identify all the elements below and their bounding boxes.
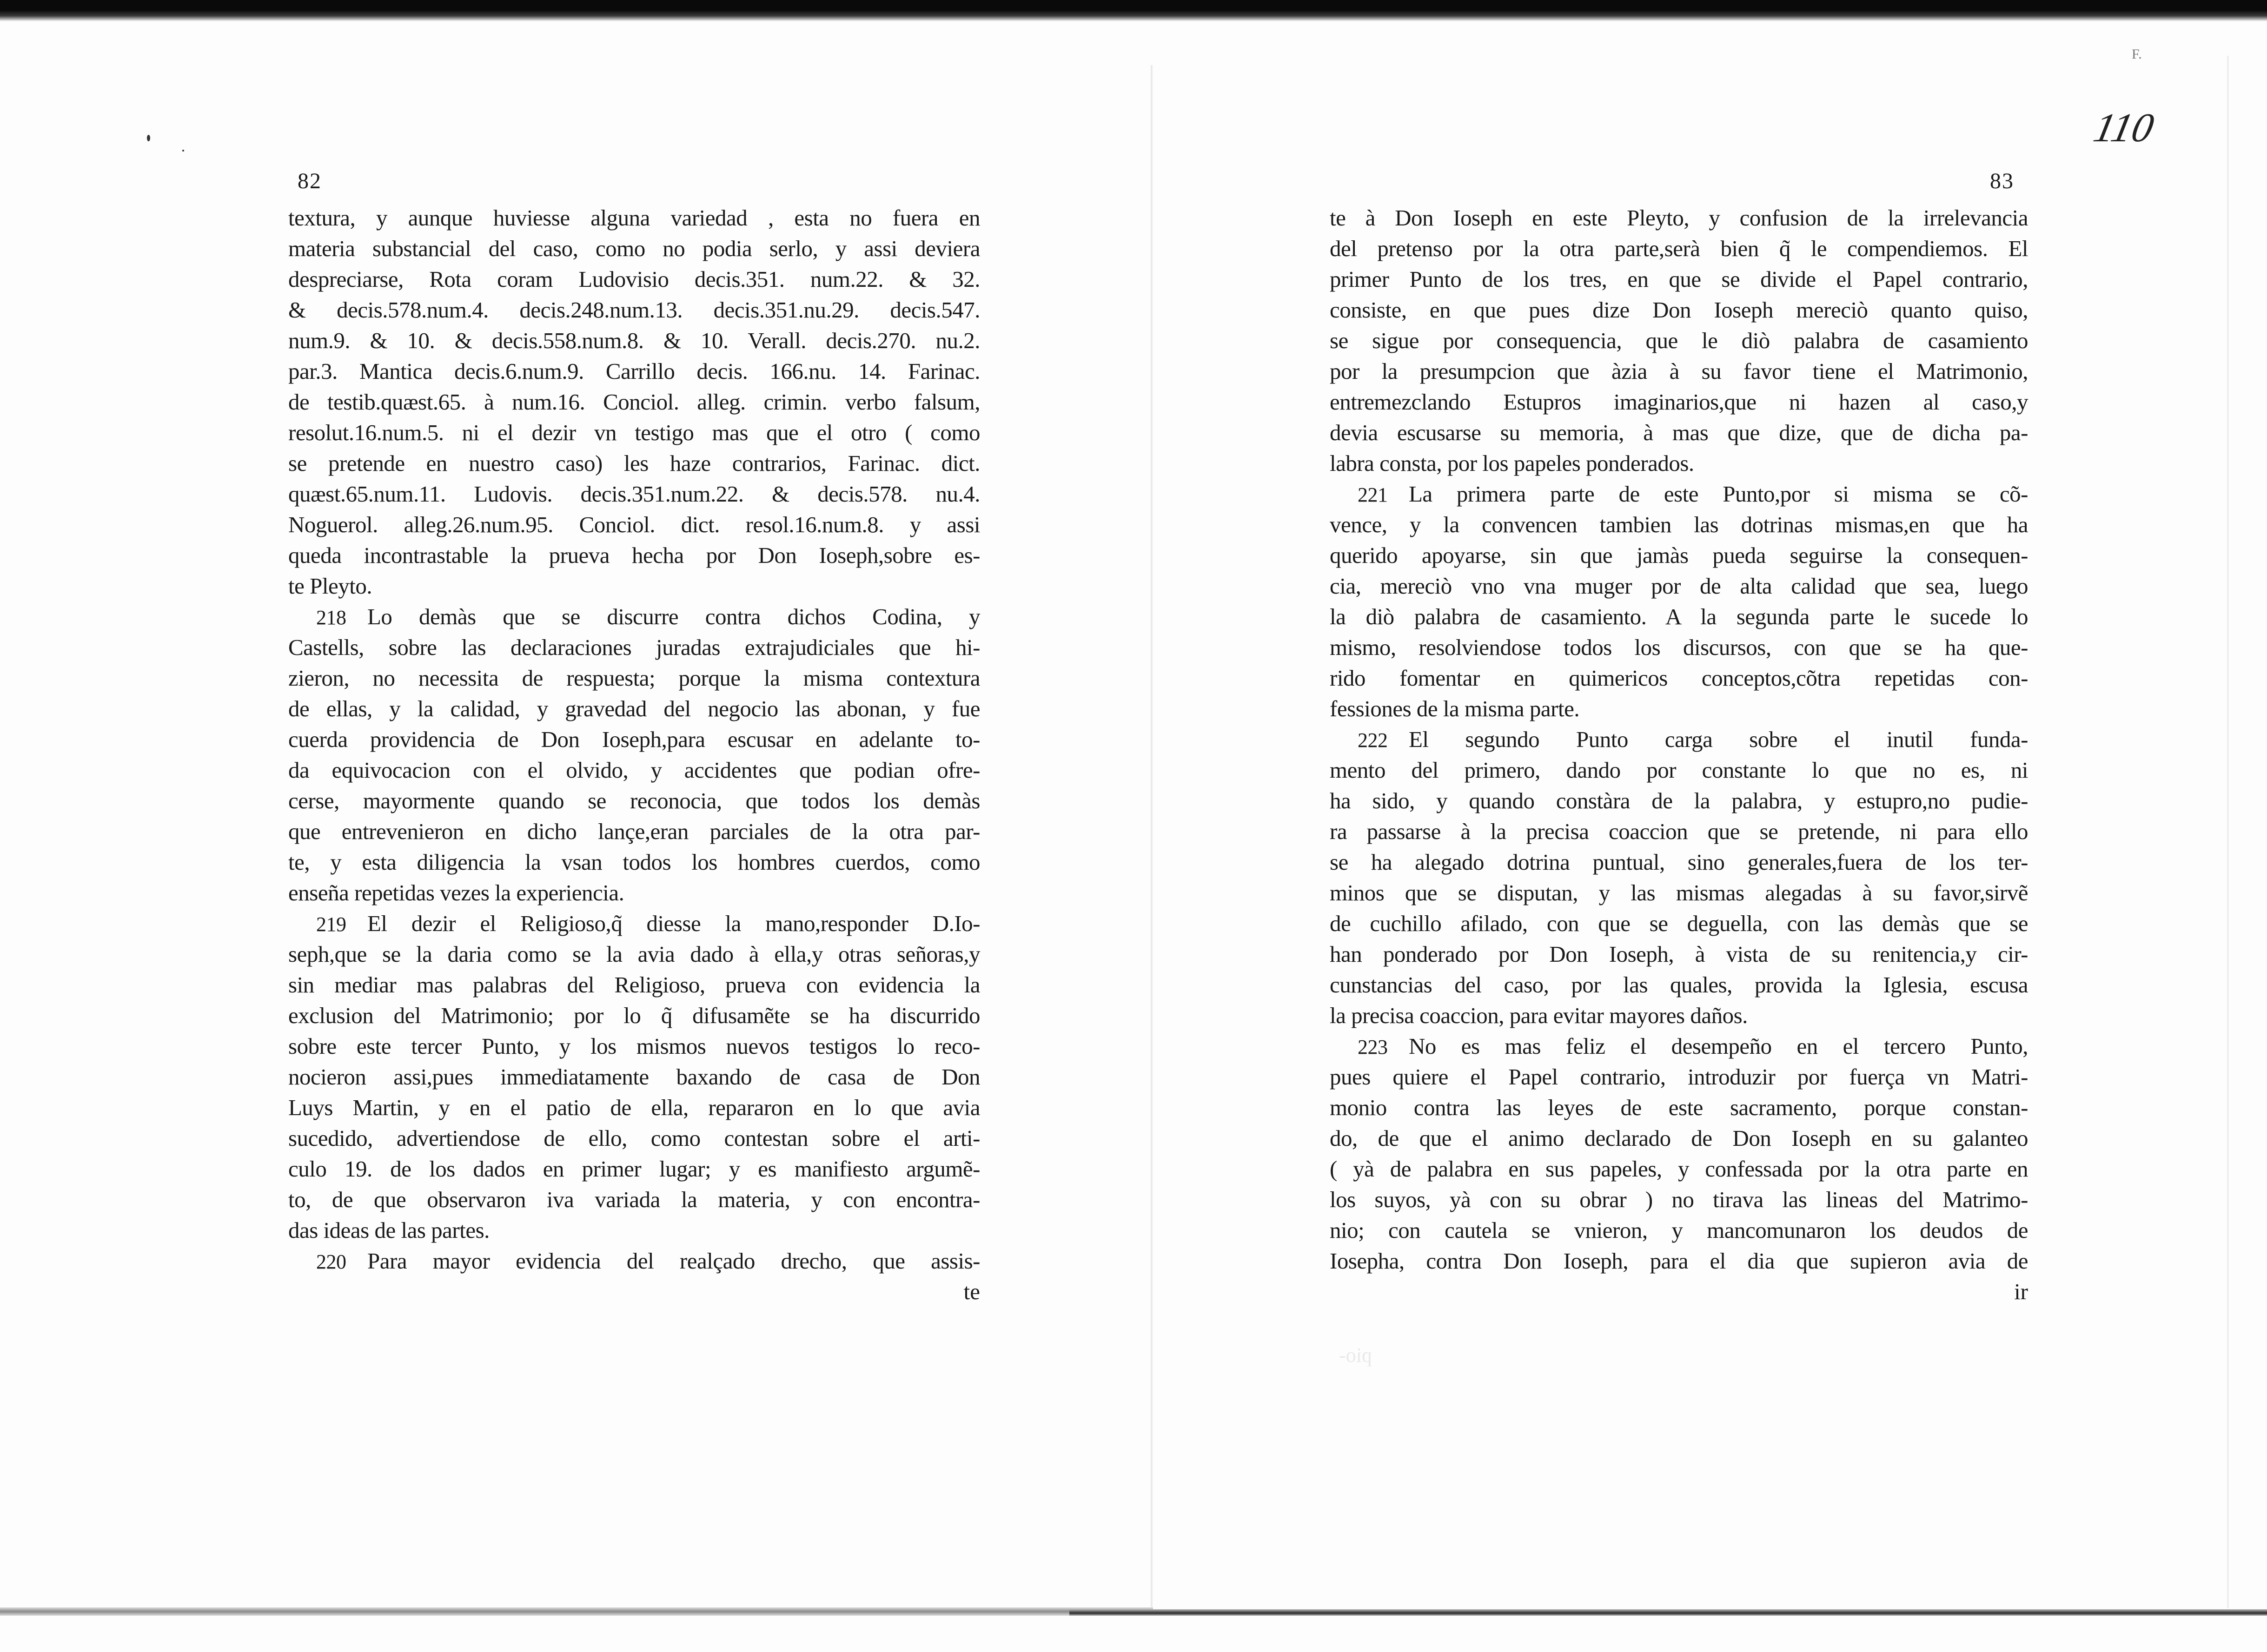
text-line: La primera parte de este Punto,por si misma se cõ- [1409,481,2028,507]
text-line: la diò palabra de casamiento. A la segunda parte le sucede lo [1330,604,2028,629]
text-line: minos que se disputan, y las mismas alegadas à su favor,sirvẽ [1330,880,2028,905]
paragraph-219-first-line [288,908,980,939]
archive-mark: F. [2132,46,2142,62]
text-line: resolut.16.num.5. ni el dezir vn testigo mas que el otro ( como [288,420,980,445]
paragraph-220-first-line [288,1246,980,1276]
text-line: El dezir el Religioso,q̃ diesse la mano,responder D.Io- [367,911,980,936]
text-line: & decis.578.num.4. decis.248.num.13. decis.351.nu.29. decis.547. [288,297,980,323]
text-line: pues quiere el Papel contrario, introduzir por fuerça vn Matri- [1330,1064,2028,1090]
text-line: Noguerol. alleg.26.num.95. Conciol. dict. resol.16.num.8. y assi [288,512,980,537]
text-line: No es mas feliz el desempeño en el tercero Punto, [1409,1033,2028,1059]
text-line: queda incontrastable la prueva hecha por Don Ioseph,sobre es- [288,542,980,568]
text-line: seph,que se la daria como se la avia dado à ella,y otras señoras,y [288,941,980,967]
text-line: mismo, resolviendose todos los discursos, con que se ha que- [1330,634,2028,660]
text-line: fessiones de la misma parte. [1330,696,1580,721]
text-line: se pretende en nuestro caso) les haze contrarios, Farinac. dict. [288,450,980,476]
right-page-text [1330,203,2028,1307]
text-line: del pretenso por la otra parte,serà bien q̃ le compendiemos. El [1330,236,2028,261]
text-line: ha sido, y quando constàra de la palabra, y estupro,no pudie- [1330,788,2028,813]
text-line: ( yà de palabra en sus papeles, y confessada por la otra parte en [1330,1156,2028,1182]
text-line: te, y esta diligencia la vsan todos los hombres cuerdos, como [288,849,980,875]
text-line: de testib.quæst.65. à num.16. Conciol. alleg. crimin. verbo falsum, [288,389,980,415]
text-line: nio; con cautela se vnieron, y mancomunaron los deudos de [1330,1217,2028,1243]
text-line: textura, y aunque huviesse alguna variedad , esta no fuera en [288,205,980,231]
text-line: num.9. & 10. & decis.558.num.8. & 10. Verall. decis.270. nu.2. [288,328,980,353]
text-line: querido apoyarse, sin que jamàs pueda seguirse la consequen- [1330,542,2028,568]
text-line: cia, mereciò vno vna muger por de alta calidad que sea, luego [1330,573,2028,599]
text-line: despreciarse, Rota coram Ludovisio decis.351. num.22. & 32. [288,266,980,292]
text-line: materia substancial del caso, como no podia serlo, y assi deviera [288,236,980,261]
text-line: devia escusarse su memoria, à mas que dize, que de dicha pa- [1330,420,2028,445]
left-page-text [288,203,980,1307]
text-line: que entrevenieron en dicho lançe,eran parciales de la otra par- [288,819,980,844]
text-line: cuerda providencia de Don Ioseph,para escusar en adelante to- [288,727,980,752]
text-line: rido fomentar en quimericos conceptos,cõtra repetidas con- [1330,665,2028,691]
text-line: te à Don Ioseph en este Pleyto, y confusion de la irrelevancia [1330,205,2028,231]
text-line: la precisa coaccion, para evitar mayores daños. [1330,1003,1748,1028]
text-line: El segundo Punto carga sobre el inutil funda- [1409,727,2028,752]
text-line: por la presumpcion que àzia à su favor tiene el Matrimonio, [1330,358,2028,384]
text-line: nocieron assi,pues immediatamente baxando de casa de Don [288,1064,980,1090]
catchword: ir [2014,1279,2028,1304]
text-line: sin mediar mas palabras del Religioso, prueva con evidencia la [288,972,980,998]
text-line: los suyos, yà con su obrar ) no tirava las lineas del Matrimo- [1330,1187,2028,1212]
text-line: Lo demàs que se discurre contra dichos Codina, y [367,604,980,629]
text-line: ra passarse à la precisa coaccion que se pretende, ni para ello [1330,819,2028,844]
page-number: 82 [298,169,322,193]
text-line: do, de que el animo declarado de Don Ioseph en su galanteo [1330,1125,2028,1151]
paragraph-221-first-line [1330,479,2028,509]
text-line: zieron, no necessita de respuesta; porque la misma contextura [288,665,980,691]
text-line: da equivocacion con el olvido, y accidentes que podian ofre- [288,757,980,783]
text-line: to, de que observaron iva variada la materia, y con encontra- [288,1187,980,1212]
text-line: cerse, mayormente quando se reconocia, que todos los demàs [288,788,980,813]
text-line: cunstancias del caso, por las quales, provida la Iglesia, escusa [1330,972,2028,998]
paragraph-number: 221 [1358,483,1388,506]
text-line: Luys Martin, y en el patio de ella, repararon en lo que avia [288,1095,980,1120]
bleed-through-text: pio- [1339,1344,1372,1367]
handwritten-folio-number: 110 [2089,106,2158,151]
text-line: se sigue por consequencia, que le diò palabra de casamiento [1330,328,2028,353]
text-line: han ponderado por Don Ioseph, à vista de su renitencia,y cir- [1330,941,2028,967]
text-line: quæst.65.num.11. Ludovis. decis.351.num.22. & decis.578. nu.4. [288,481,980,507]
text-line: enseña repetidas vezes la experiencia. [288,880,624,905]
text-line: Para mayor evidencia del realçado drecho, que assis- [367,1248,980,1274]
text-line: Castells, sobre las declaraciones juradas extrajudiciales que hi- [288,634,980,660]
text-line: sucedido, advertiendose de ello, como contestan sobre el arti- [288,1125,980,1151]
text-line: das ideas de las partes. [288,1217,490,1243]
page-number: 83 [1990,169,2014,193]
text-line: Iosepha, contra Don Ioseph, para el dia que supieron avia de [1330,1248,2028,1274]
catchword: te [963,1279,980,1304]
text-line: consiste, en que pues dize Don Ioseph mereciò quanto quiso, [1330,297,2028,323]
text-line: mento del primero, dando por constante lo que no es, ni [1330,757,2028,783]
text-line: entremezclando Estupros imaginarios,que ni hazen al caso,y [1330,389,2028,415]
text-line: de ellas, y la calidad, y gravedad del negocio las abonan, y fue [288,696,980,721]
paragraph-222-first-line [1330,724,2028,755]
text-line: par.3. Mantica decis.6.num.9. Carrillo decis. 166.nu. 14. Farinac. [288,358,980,384]
text-line: vence, y la convencen tambien las dotrinas mismas,en que ha [1330,512,2028,537]
paragraph-number: 222 [1358,729,1388,752]
text-line: exclusion del Matrimonio; por lo q̃ difusamẽte se ha discurrido [288,1003,980,1028]
text-line: monio contra las leyes de este sacramento, porque constan- [1330,1095,2028,1120]
paragraph-number: 219 [316,913,346,936]
paragraph-number: 223 [1358,1036,1388,1058]
text-line: te Pleyto. [288,573,372,599]
text-line: labra consta, por los papeles ponderados. [1330,450,1694,476]
text-line: culo 19. de los dados en primer lugar; y es manifiesto argumẽ- [288,1156,980,1182]
paragraph-number: 220 [316,1250,346,1273]
text-line: primer Punto de los tres, en que se divide el Papel contrario, [1330,266,2028,292]
paragraph-218-first-line [288,601,980,632]
paragraph-number: 218 [316,606,346,629]
text-line: se ha alegado dotrina puntual, sino generales,fuera de los ter- [1330,849,2028,875]
text-line: de cuchillo afilado, con que se deguella, con las demàs que se [1330,911,2028,936]
text-line: sobre este tercer Punto, y los mismos nuevos testigos lo reco- [288,1033,980,1059]
paragraph-223-first-line [1330,1031,2028,1062]
